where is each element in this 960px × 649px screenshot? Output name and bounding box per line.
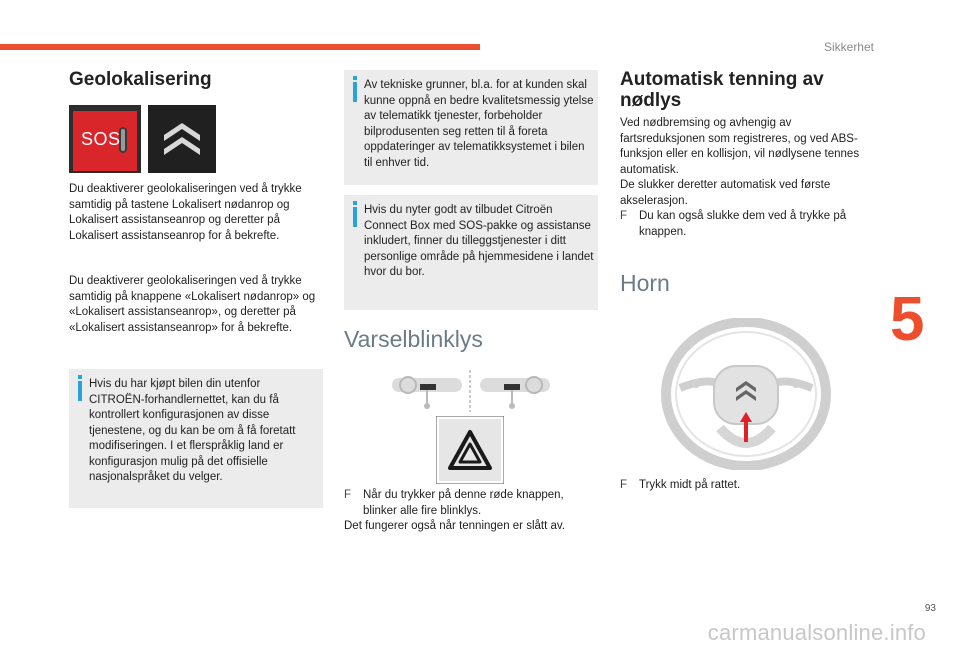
hazard-instructions (344, 488, 594, 535)
geo-info-box (69, 369, 323, 508)
steering-wheel-illustration (660, 318, 832, 470)
info-icon (78, 375, 82, 379)
dashboard-illustration (390, 370, 560, 412)
auto-hazard-title: Automatisk tenning av nødlys (620, 69, 824, 111)
geo-paragraph-1: Du deaktiverer geolokaliseringen ved å trykke samtidig på tastene Lokalisert nødanrop og Lokalisert assistanseanrop og deretter på Lokalisert assistanseanrop for å bekrefte. (69, 183, 302, 242)
telematics-info-text: Av tekniske grunner, bl.a. for at kunden skal kunne oppnå en bedre kvalitetsmessig ytelse av telematikk tjenester, forbeholder bilprodusenten seg retten til å foreta oppdateringer av telematikksystemet i bilen til enhver tid. (364, 79, 594, 169)
horn-bullet-text: Trykk midt på rattet. (639, 479, 741, 491)
section-label: Sikkerhet (823, 40, 874, 54)
sos-button-image (69, 105, 141, 173)
hazard-note: Det fungerer også når tenningen er slått av. (344, 520, 565, 532)
geo-paragraph-2: Du deaktiverer geolokaliseringen ved å trykke samtidig på knappene «Lokalisert nødanrop» og «Lokalisert assistanseanrop», og deretter på «Lokalisert assistanseanrop» for å bekrefte. (69, 275, 316, 334)
hazard-button-image (436, 416, 504, 484)
auto-hazard-text (620, 116, 878, 240)
bullet-symbol: F (620, 479, 628, 491)
watermark: carmanualsonline.info (707, 620, 926, 645)
page-number: 93 (924, 603, 936, 614)
info-icon (353, 76, 357, 80)
geo-title: Geolokalisering (69, 69, 212, 90)
citroen-logo-icon (148, 105, 216, 173)
connect-box-info-box (344, 195, 598, 310)
auto-hazard-paragraph: Ved nødbremsing og avhengig av fartsreduksjonen som registreres, og ved ABS-funksjon eller en kollisjon, vil nødlysene tennes automatisk. (620, 117, 860, 176)
telematics-info-box (344, 70, 598, 185)
hazard-title: Varselblinklys (344, 326, 483, 352)
hazard-bullet-text: Når du trykker på denne røde knappen, blinker alle fire blinklys. (363, 489, 564, 517)
assistance-button-image (148, 105, 216, 173)
bullet-symbol: F (620, 210, 628, 222)
connect-box-info-text: Hvis du nyter godt av tilbudet Citroën Connect Box med SOS-pakke og assistanse inkludert, finner du tilleggstjenester i ditt personlige område på hjemmesidene i landet hvor du bor. (364, 204, 594, 278)
hazard-triangle-icon (436, 416, 504, 484)
horn-bullet (620, 478, 870, 494)
chapter-number: 5 (890, 285, 925, 354)
sos-label: SOS (81, 129, 121, 149)
header-accent-bar (0, 44, 480, 50)
hazard-bullet (344, 488, 594, 519)
info-icon (353, 201, 357, 205)
auto-hazard-paragraph-2: De slukker deretter automatisk ved første akselerasjon. (620, 179, 831, 207)
bullet-symbol: F (344, 489, 352, 501)
geo-info-text: Hvis du har kjøpt bilen din utenfor CITROËN-forhandlernettet, kan du få kontrollert konfigurasjonen av disse tjenestene, og du kan be om å få foretatt modifiseringen. I et flerspråklig land er konfigurasjon mulig på det offisielle nasjonalspråket du velger. (89, 378, 296, 483)
horn-title: Horn (620, 270, 670, 296)
auto-hazard-bullet (620, 209, 878, 240)
auto-hazard-bullet-text: Du kan også slukke dem ved å trykke på knappen. (639, 210, 847, 238)
